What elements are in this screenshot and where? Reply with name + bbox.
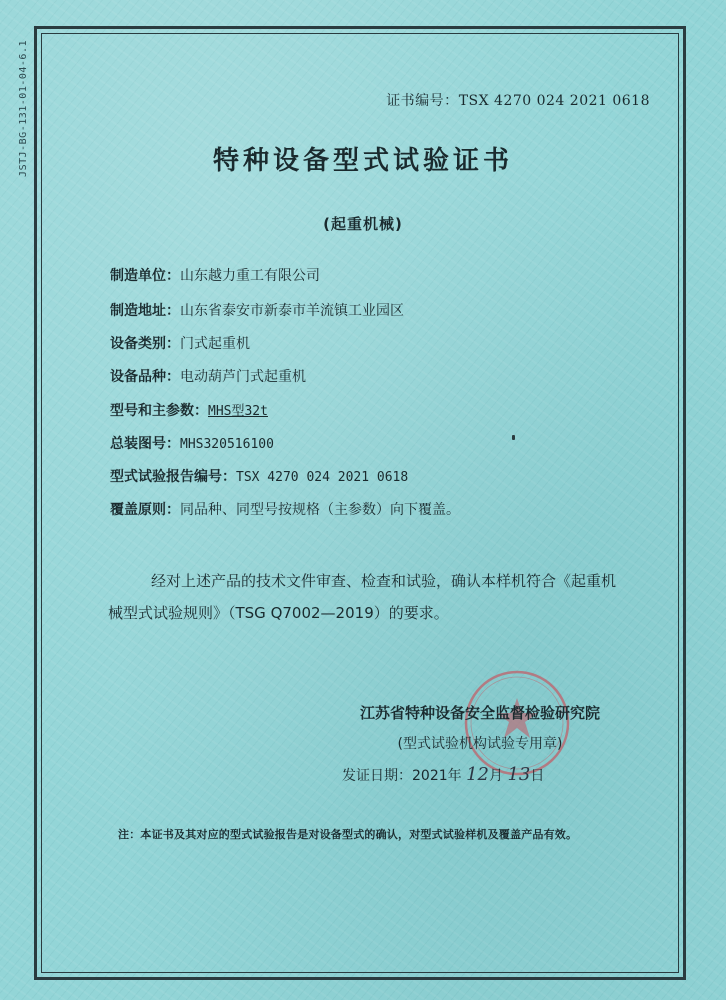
field-value: 山东省泰安市新泰市羊流镇工业园区 [180, 303, 404, 319]
conformity-statement: 经对上述产品的技术文件审查、检查和试验，确认本样机符合《起重机械型式试验规则》（TSG Q7002—2019）的要求。 [108, 572, 617, 622]
official-seal [462, 668, 572, 778]
field-drawing-number [110, 433, 274, 453]
footnote: 注：本证书及其对应的型式试验报告是对设备型式的确认，对型式试验样机及覆盖产品有效。 [118, 828, 578, 841]
field-variety [110, 366, 306, 386]
certificate-title: 特种设备型式试验证书 [212, 146, 513, 176]
field-value: TSX 4270 024 2021 0618 [236, 470, 409, 485]
field-report-number [110, 466, 408, 486]
field-label: 制造单位： [110, 268, 180, 284]
issuing-institute: 江苏省特种设备安全监督检验研究院 [359, 704, 600, 722]
field-label: 型式试验报告编号： [110, 469, 236, 485]
issue-date-day-unit: 日 [530, 768, 545, 784]
side-document-code: JSTJ-BG-131-01-04-6.1 [18, 40, 29, 177]
field-value: MHS320516100 [180, 437, 274, 452]
issue-date-year: 2021年 [412, 768, 462, 784]
field-label: 设备类别： [110, 336, 180, 352]
ink-dot [512, 435, 515, 440]
field-value: MHS型32t [208, 404, 268, 419]
certificate-number-value: TSX 4270 024 2021 0618 [458, 93, 650, 109]
issue-date [342, 764, 544, 785]
field-label: 型号和主参数： [110, 403, 208, 419]
certificate-number-label: 证书编号： [386, 93, 459, 109]
issue-date-day: 13 [507, 764, 531, 785]
field-model [110, 400, 268, 420]
field-value: 电动葫芦门式起重机 [180, 369, 306, 385]
field-label: 总装图号： [110, 436, 180, 452]
certificate-number [340, 90, 650, 110]
field-address [110, 300, 404, 320]
certificate-subtitle: (起重机械) [323, 215, 403, 233]
field-label: 设备品种： [110, 369, 180, 385]
field-manufacturer [110, 265, 320, 285]
field-category [110, 333, 250, 353]
seal-description: (型式试验机构试验专用章) [397, 736, 563, 752]
field-coverage [110, 499, 460, 519]
field-label: 覆盖原则： [110, 502, 180, 518]
issue-date-month-unit: 月 [489, 768, 503, 784]
issue-date-month: 12 [466, 764, 489, 785]
field-value: 同品种、同型号按规格（主参数）向下覆盖。 [180, 502, 460, 518]
field-value: 山东越力重工有限公司 [180, 268, 320, 284]
issue-date-label: 发证日期： [342, 768, 412, 784]
field-value: 门式起重机 [180, 336, 250, 352]
field-label: 制造地址： [110, 303, 180, 319]
